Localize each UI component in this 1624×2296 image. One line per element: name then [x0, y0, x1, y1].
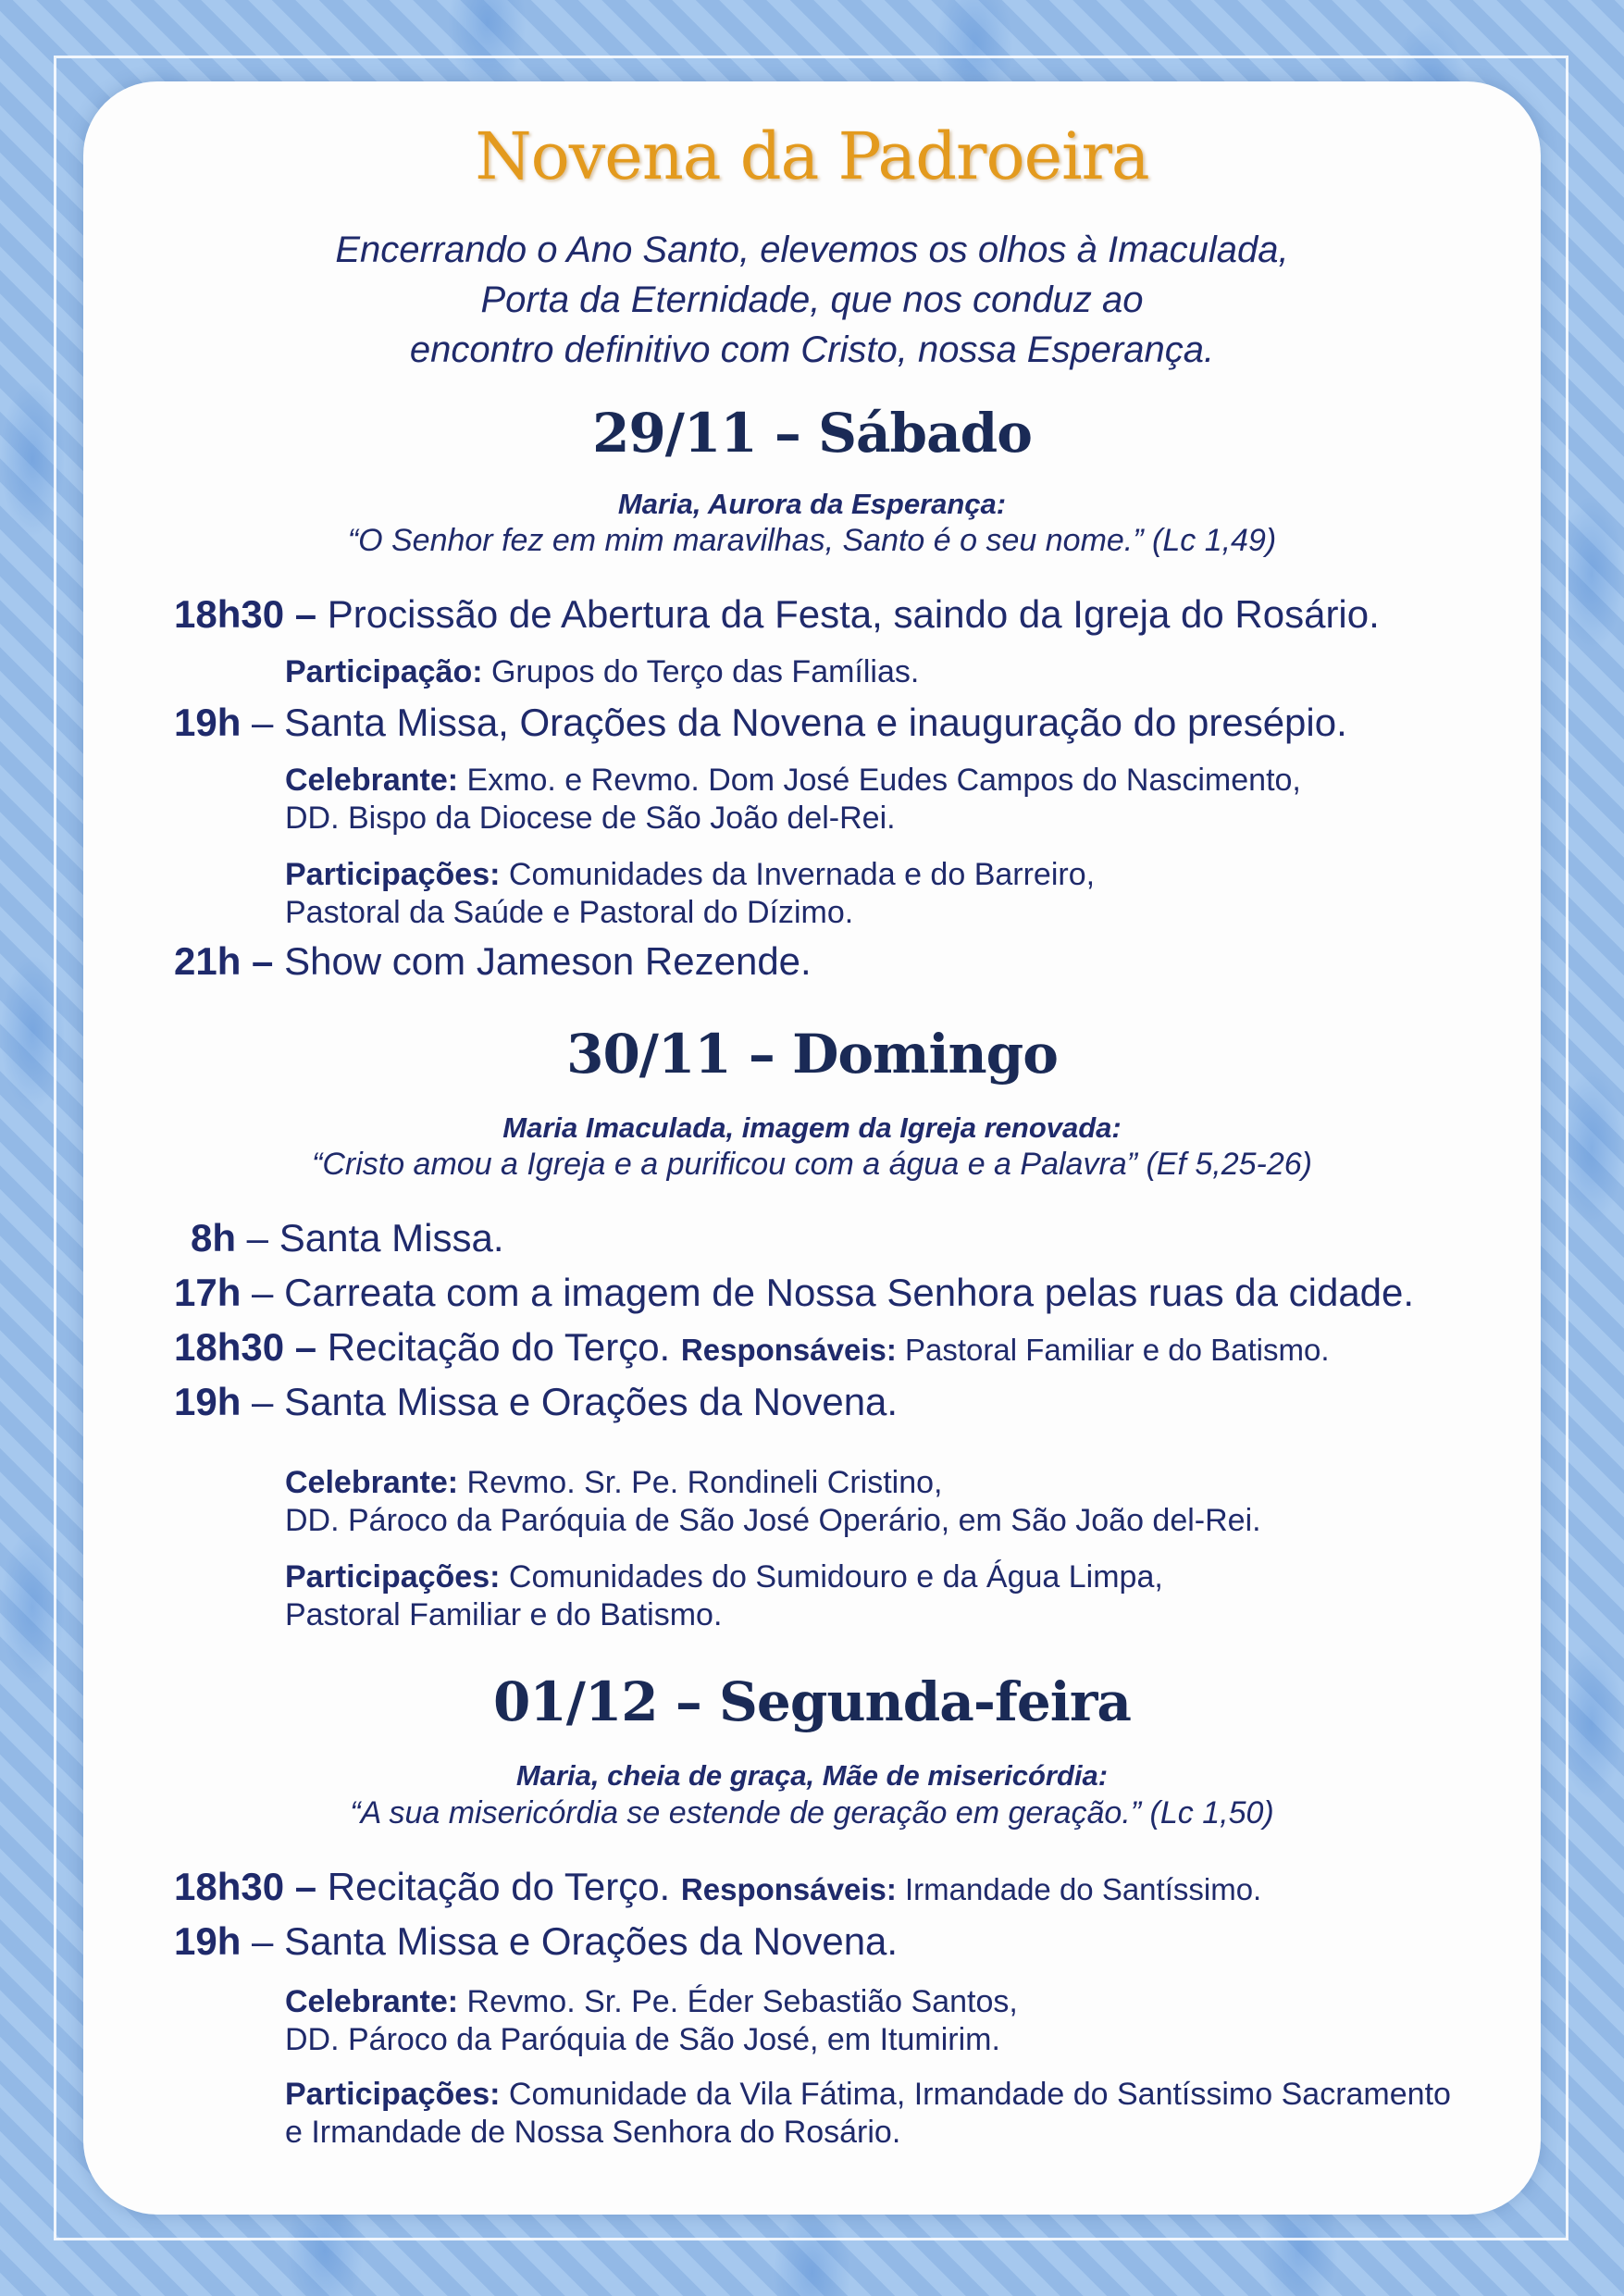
event-text: – Carreata com a imagem de Nossa Senhora pelas ruas da cidade. — [241, 1271, 1415, 1314]
event-text: Procissão de Abertura da Festa, saindo da Igreja do Rosário. — [316, 592, 1380, 636]
event-detail — [285, 2076, 1451, 2152]
intro-line-3: encontro definitivo com Cristo, nossa Esperança. — [409, 329, 1215, 370]
event-time: 18h30 – — [174, 1325, 317, 1369]
detail-label: Celebrante: — [285, 1465, 459, 1500]
event-item — [174, 592, 1380, 637]
detail-text: Revmo. Sr. Pe. Rondineli Cristino, — [458, 1465, 943, 1500]
event-text: – Santa Missa. — [236, 1216, 504, 1260]
event-time: 18h30 – — [174, 592, 317, 636]
responsaveis-label: Responsáveis: — [680, 1872, 897, 1906]
event-text: – Santa Missa e Orações da Novena. — [241, 1919, 899, 1963]
event-detail — [285, 1983, 1018, 2059]
day-heading-1: 29/11 – Sábado — [592, 402, 1032, 465]
event-detail — [285, 653, 919, 691]
responsaveis-value: Irmandade do Santíssimo. — [896, 1872, 1262, 1906]
detail-text-2: Pastoral Familiar e do Batismo. — [285, 1597, 723, 1632]
event-time: 19h — [174, 701, 242, 744]
day-theme-3: Maria, cheia de graça, Mãe de misericórdia: — [515, 1759, 1109, 1792]
event-item — [174, 1865, 1261, 1909]
detail-label: Celebrante: — [285, 1984, 459, 2019]
detail-text-2: DD. Pároco da Paróquia de São José, em Itumirim. — [285, 2022, 1000, 2057]
detail-text-2: Pastoral da Saúde e Pastoral do Dízimo. — [285, 895, 854, 930]
event-time: 21h – — [174, 939, 274, 983]
event-text: – Santa Missa, Orações da Novena e inauguração do presépio. — [241, 701, 1347, 744]
event-text: Show com Jameson Rezende. — [273, 939, 812, 983]
event-text: Recitação do Terço. — [316, 1865, 681, 1908]
day-heading-2: 30/11 – Domingo — [566, 1023, 1058, 1086]
event-time: 18h30 – — [174, 1865, 317, 1908]
intro-line-1: Encerrando o Ano Santo, elevemos os olhos à Imaculada, — [335, 230, 1289, 270]
event-detail — [285, 762, 1301, 838]
event-detail — [285, 1558, 1163, 1634]
detail-text: Comunidade da Vila Fátima, Irmandade do Santíssimo Sacramento — [500, 2077, 1451, 2112]
detail-text: Comunidades da Invernada e do Barreiro, — [500, 857, 1096, 892]
detail-text: Revmo. Sr. Pe. Éder Sebastião Santos, — [458, 1984, 1018, 2019]
detail-label: Participações: — [285, 857, 501, 892]
event-detail — [285, 1464, 1261, 1540]
event-item — [174, 1271, 1414, 1315]
detail-label: Celebrante: — [285, 763, 459, 798]
detail-text-2: DD. Bispo da Diocese de São João del-Rei. — [285, 800, 896, 836]
event-item — [174, 1919, 898, 1964]
day-heading-3: 01/12 – Segunda-feira — [493, 1670, 1131, 1733]
detail-text-2: DD. Pároco da Paróquia de São José Operário, em São João del-Rei. — [285, 1503, 1261, 1538]
event-time: 19h — [174, 1380, 242, 1423]
day-quote-2: “Cristo amou a Igreja e a purificou com a água e a Palavra” (Ef 5,25-26) — [312, 1147, 1312, 1182]
day-quote-1: “O Senhor fez em mim maravilhas, Santo é o seu nome.” (Lc 1,49) — [347, 523, 1277, 558]
event-item — [174, 701, 1347, 745]
detail-label: Participações: — [285, 1559, 501, 1595]
event-time: 19h — [174, 1919, 242, 1963]
event-item — [191, 1216, 503, 1260]
event-time: 17h — [174, 1271, 242, 1314]
detail-label: Participação: — [285, 654, 483, 689]
detail-label: Participações: — [285, 2077, 501, 2112]
intro-line-2: Porta da Eternidade, que nos conduz ao — [480, 279, 1144, 320]
detail-text: Exmo. e Revmo. Dom José Eudes Campos do Nascimento, — [458, 763, 1301, 798]
day-theme-1: Maria, Aurora da Esperança: — [617, 488, 1007, 520]
day-quote-3: “A sua misericórdia se estende de geração em geração.” (Lc 1,50) — [350, 1795, 1274, 1831]
event-item — [174, 1325, 1330, 1370]
responsaveis-label: Responsáveis: — [680, 1333, 897, 1367]
detail-text-2: e Irmandade de Nossa Senhora do Rosário. — [285, 2115, 901, 2150]
event-detail — [285, 856, 1095, 932]
page-title: Novena da Padroeira — [475, 118, 1149, 194]
event-time: 8h — [191, 1216, 237, 1260]
responsaveis-value: Pastoral Familiar e do Batismo. — [896, 1333, 1330, 1367]
detail-text: Comunidades do Sumidouro e da Água Limpa, — [500, 1559, 1163, 1595]
event-text: Recitação do Terço. — [316, 1325, 681, 1369]
event-item — [174, 939, 812, 984]
day-theme-2: Maria Imaculada, imagem da Igreja renovada: — [502, 1111, 1122, 1144]
event-text: – Santa Missa e Orações da Novena. — [241, 1380, 899, 1423]
event-item — [174, 1380, 898, 1424]
detail-text: Grupos do Terço das Famílias. — [482, 654, 920, 689]
